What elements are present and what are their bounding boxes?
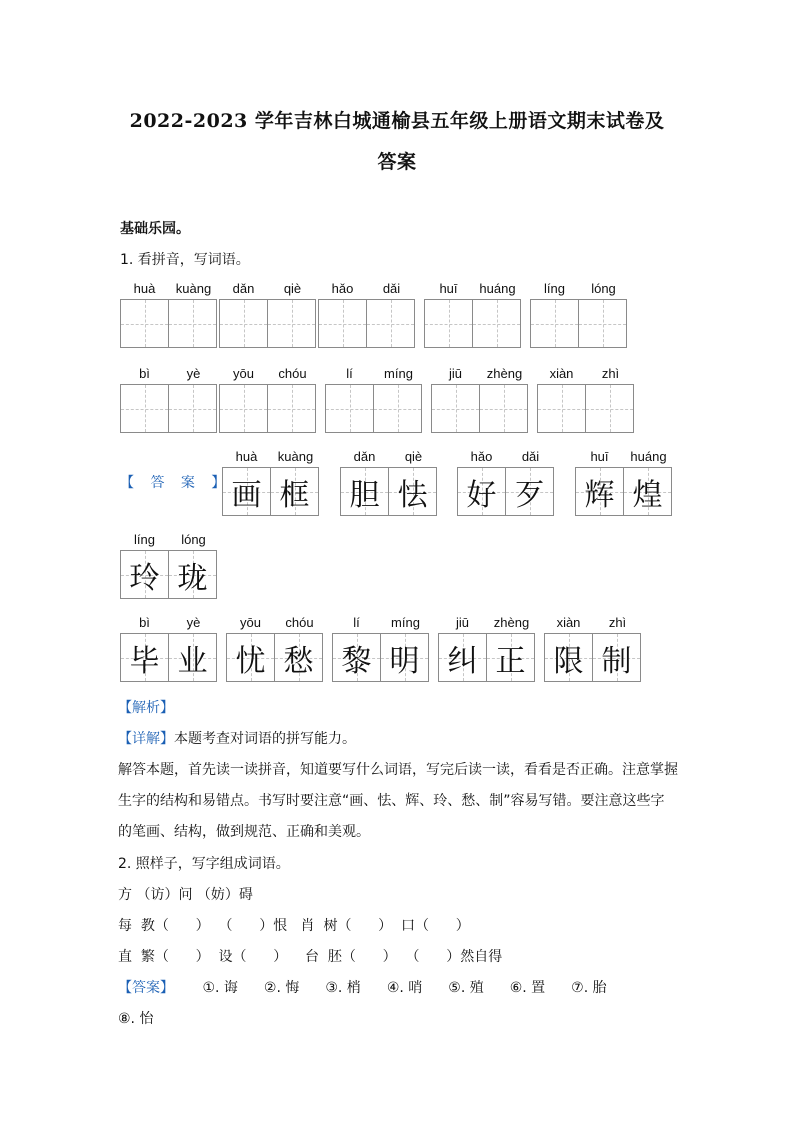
grid-guide-vertical — [497, 300, 498, 347]
question-2-answer-item: ②. 悔 — [263, 980, 300, 996]
writing-grid-cell[interactable] — [373, 384, 422, 433]
answer-character: 玲 — [129, 560, 160, 596]
answer-label: 【 答 案 】 — [120, 475, 232, 491]
answer-character: 怯 — [397, 477, 428, 513]
grid-guide-vertical — [610, 385, 611, 432]
pinyin-label: lí — [353, 615, 360, 630]
grid-guide-vertical — [292, 300, 293, 347]
grid-guide-vertical — [603, 300, 604, 347]
writing-grid-pair[interactable] — [120, 384, 216, 433]
question-2-answer-item: ⑤. 殖 — [448, 980, 484, 996]
writing-grid-cell — [438, 633, 487, 682]
detail-line — [118, 728, 356, 748]
question-2-answer-item: ④. 哨 — [386, 980, 423, 996]
question-2-answer-item: ①. 诲 — [202, 980, 238, 996]
writing-grid-cell — [270, 467, 319, 516]
writing-grid-cell[interactable] — [366, 299, 415, 348]
writing-grid-pair[interactable] — [537, 384, 633, 433]
answer-character: 毕 — [129, 643, 160, 679]
writing-grid-pair[interactable] — [120, 299, 216, 348]
question-2-answer-last: ⑧. 怡 — [118, 1011, 154, 1027]
grid-guide-vertical — [350, 385, 351, 432]
pinyin-label: huà — [235, 449, 258, 464]
writing-grid-cell[interactable] — [585, 384, 634, 433]
pinyin-label: qiè — [283, 281, 302, 296]
grid-guide-vertical — [398, 385, 399, 432]
grid-guide-vertical — [145, 385, 146, 432]
question-2-answer-line — [118, 977, 678, 997]
answer-character: 歹 — [514, 477, 545, 513]
writing-grid-cell — [380, 633, 429, 682]
writing-grid-pair — [332, 633, 428, 682]
grid-guide-vertical — [244, 385, 245, 432]
pinyin-label: lóng — [591, 281, 616, 296]
writing-grid-cell — [623, 467, 672, 516]
grid-guide-vertical — [343, 300, 344, 347]
writing-grid-pair — [222, 467, 318, 516]
writing-grid-cell — [592, 633, 641, 682]
grid-guide-vertical — [292, 385, 293, 432]
explanation-line-1: 解答本题，首先读一读拼音，知道要写什么词语，写完后读一读，看看是否正确。注意掌握 — [118, 762, 678, 778]
pinyin-label: huī — [439, 281, 458, 296]
writing-grid-cell — [168, 633, 217, 682]
pinyin-label: jiū — [455, 615, 469, 630]
grid-guide-vertical — [555, 300, 556, 347]
writing-grid-cell — [388, 467, 437, 516]
grid-guide-vertical — [456, 385, 457, 432]
writing-grid-cell[interactable] — [472, 299, 521, 348]
writing-grid-cell[interactable] — [168, 384, 217, 433]
question-2-line-2: 直 繁（ ） 设（ ） 台 胚（ ） （ ）然自得 — [118, 949, 503, 965]
answer-character: 制 — [601, 643, 632, 679]
pinyin-label: huáng — [630, 449, 667, 464]
question-2-answer-item: ③. 梢 — [325, 980, 361, 996]
writing-grid-cell[interactable] — [325, 384, 374, 433]
pinyin-label: hǎo — [331, 281, 354, 296]
pinyin-label: chóu — [285, 615, 314, 630]
pinyin-label: kuàng — [277, 449, 314, 464]
writing-grid-cell — [332, 633, 381, 682]
writing-grid-cell[interactable] — [168, 299, 217, 348]
writing-grid-pair[interactable] — [530, 299, 626, 348]
writing-grid-pair[interactable] — [219, 384, 315, 433]
pinyin-label: lí — [346, 366, 353, 381]
writing-grid-pair — [120, 550, 216, 599]
question-2-answer-item: ⑥. 置 — [509, 980, 546, 996]
answer-character: 胆 — [349, 477, 380, 513]
detail-label: 【详解】 — [118, 731, 174, 747]
pinyin-label: líng — [134, 532, 155, 547]
answer-character: 明 — [389, 643, 420, 679]
writing-grid-cell — [505, 467, 554, 516]
pinyin-label: zhì — [601, 366, 620, 381]
answer-character: 框 — [279, 477, 310, 513]
answer-character: 画 — [231, 477, 262, 513]
writing-grid-cell[interactable] — [424, 299, 473, 348]
answer-character: 正 — [495, 643, 526, 679]
pinyin-label: líng — [544, 281, 565, 296]
pinyin-label: xiàn — [556, 615, 581, 630]
pinyin-label: míng — [384, 366, 413, 381]
section-heading: 基础乐园。 — [120, 221, 190, 237]
pinyin-label: jiū — [448, 366, 462, 381]
detail-text: 本题考查对词语的拼写能力。 — [174, 731, 356, 747]
writing-grid-cell — [340, 467, 389, 516]
pinyin-label: bì — [139, 366, 150, 381]
pinyin-label: yōu — [233, 366, 254, 381]
writing-grid-cell[interactable] — [431, 384, 480, 433]
pinyin-label: qiè — [404, 449, 423, 464]
writing-grid-pair[interactable] — [318, 299, 414, 348]
writing-grid-cell — [222, 467, 271, 516]
grid-guide-vertical — [562, 385, 563, 432]
pinyin-label: bì — [139, 615, 150, 630]
answer-character: 限 — [553, 643, 584, 679]
writing-grid-pair[interactable] — [431, 384, 527, 433]
writing-grid-cell — [274, 633, 323, 682]
explanation-line-2: 生字的结构和易错点。书写时要注意“画、怯、辉、玲、愁、制”容易写错。要注意这些字 — [118, 793, 665, 809]
writing-grid-pair — [457, 467, 553, 516]
writing-grid-cell[interactable] — [120, 299, 169, 348]
grid-guide-vertical — [391, 300, 392, 347]
grid-guide-vertical — [145, 300, 146, 347]
explanation-line-3: 的笔画、结构，做到规范、正确和美观。 — [118, 824, 370, 840]
writing-grid-cell — [544, 633, 593, 682]
writing-grid-pair — [438, 633, 534, 682]
pinyin-label: dǎn — [353, 449, 376, 464]
grid-guide-vertical — [193, 385, 194, 432]
question-2-answer-item: ⑦. 胎 — [571, 980, 607, 996]
writing-grid-cell[interactable] — [318, 299, 367, 348]
writing-grid-cell[interactable] — [267, 299, 316, 348]
writing-grid-cell — [226, 633, 275, 682]
grid-guide-vertical — [449, 300, 450, 347]
question-2-example: 方 （访）问 （妨）碍 — [118, 887, 253, 903]
writing-grid-cell[interactable] — [537, 384, 586, 433]
writing-grid-pair — [575, 467, 671, 516]
pinyin-label: zhèng — [486, 366, 523, 381]
pinyin-label: yōu — [240, 615, 261, 630]
writing-grid-cell — [486, 633, 535, 682]
writing-grid-cell[interactable] — [219, 299, 268, 348]
answer-character: 纠 — [447, 643, 478, 679]
writing-grid-pair — [226, 633, 322, 682]
answer-character: 辉 — [584, 477, 615, 513]
pinyin-label: huáng — [479, 281, 516, 296]
writing-grid-pair[interactable] — [325, 384, 421, 433]
question-2-answer-list — [178, 980, 606, 996]
answer-character: 珑 — [177, 560, 208, 596]
grid-guide-vertical — [504, 385, 505, 432]
question-2-answer-label: 【答案】 — [118, 980, 174, 996]
pinyin-label: hǎo — [470, 449, 493, 464]
pinyin-label: dǎn — [232, 281, 255, 296]
pinyin-label: chóu — [278, 366, 307, 381]
grid-guide-vertical — [193, 300, 194, 347]
writing-grid-pair[interactable] — [219, 299, 315, 348]
pinyin-label: zhèng — [493, 615, 530, 630]
writing-grid-pair[interactable] — [424, 299, 520, 348]
answer-character: 好 — [466, 477, 497, 513]
analysis-label: 【解析】 — [118, 700, 174, 716]
pinyin-label: zhì — [608, 615, 627, 630]
question-2-line-1: 每 教（ ） （ ）恨 肖 树（ ） 口（ ） — [118, 918, 470, 934]
answer-character: 忧 — [235, 643, 266, 679]
writing-grid-pair — [340, 467, 436, 516]
question-1-prompt: 1. 看拼音，写词语。 — [120, 252, 250, 268]
pinyin-label: yè — [186, 615, 201, 630]
pinyin-label: yè — [186, 366, 201, 381]
writing-grid-cell[interactable] — [219, 384, 268, 433]
answer-character: 业 — [177, 643, 208, 679]
pinyin-label: huà — [133, 281, 156, 296]
pinyin-label: dǎi — [521, 449, 540, 464]
pinyin-label: dǎi — [382, 281, 401, 296]
pinyin-label: lóng — [181, 532, 206, 547]
pinyin-label: kuàng — [175, 281, 212, 296]
answer-character: 愁 — [283, 643, 314, 679]
answer-character: 煌 — [632, 477, 663, 513]
writing-grid-cell — [120, 633, 169, 682]
pinyin-label: míng — [391, 615, 420, 630]
writing-grid-cell — [575, 467, 624, 516]
writing-grid-pair — [544, 633, 640, 682]
page-title-line1: 2022-2023 学年吉林白城通榆县五年级上册语文期末试卷及 — [129, 110, 665, 132]
page-title-line2: 答案 — [377, 151, 417, 173]
writing-grid-cell — [120, 550, 169, 599]
grid-guide-vertical — [244, 300, 245, 347]
writing-grid-cell — [168, 550, 217, 599]
writing-grid-cell[interactable] — [479, 384, 528, 433]
writing-grid-cell[interactable] — [120, 384, 169, 433]
writing-grid-pair — [120, 633, 216, 682]
writing-grid-cell[interactable] — [530, 299, 579, 348]
question-2-prompt: 2. 照样子，写字组成词语。 — [118, 856, 290, 872]
writing-grid-cell[interactable] — [578, 299, 627, 348]
pinyin-label: xiàn — [549, 366, 574, 381]
pinyin-label: huī — [590, 449, 609, 464]
writing-grid-cell[interactable] — [267, 384, 316, 433]
answer-character: 黎 — [341, 643, 372, 679]
writing-grid-cell — [457, 467, 506, 516]
